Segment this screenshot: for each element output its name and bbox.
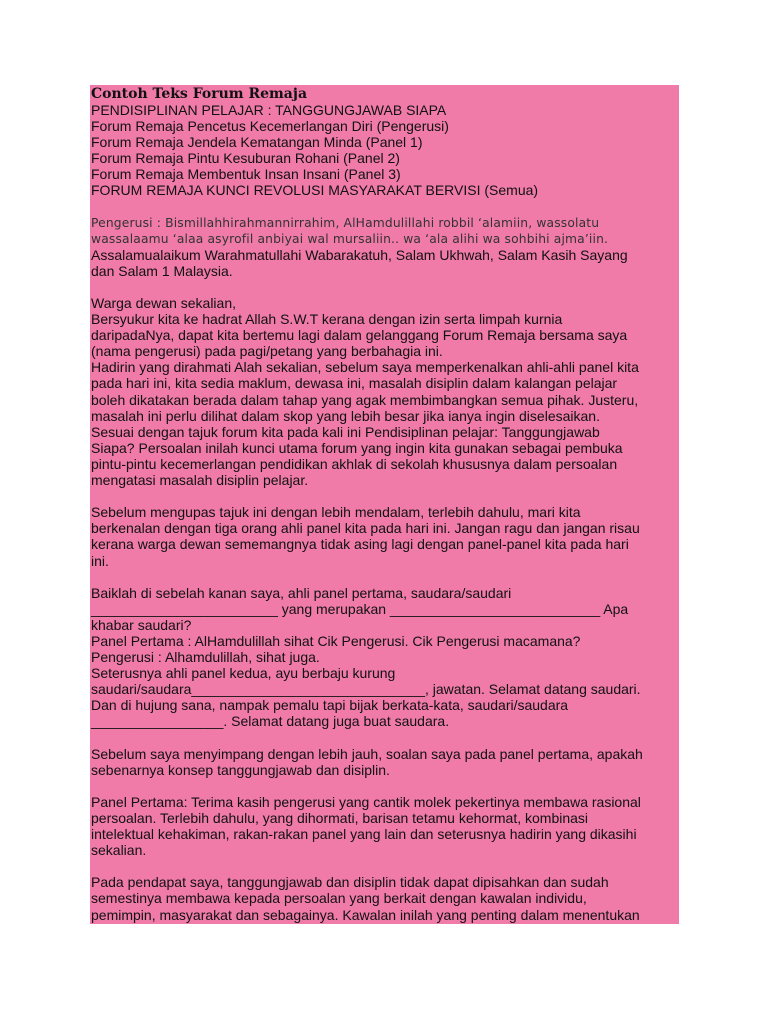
body-text-line: Sesuai dengan tajuk forum kita pada kali ini Pendisiplinan pelajar: Tanggungjawab	[91, 423, 600, 440]
body-text-line: Pengerusi : Bismillahhirahmannirrahim, AlHamdulillahi robbil ‘alamiin, wassolatu	[91, 215, 600, 230]
body-text-line: Assalamualaikum Warahmatullahi Wabarakatuh, Salam Ukhwah, Salam Kasih Sayang	[91, 246, 628, 263]
heading-line: Forum Remaja Jendela Kematangan Minda (Panel 1)	[91, 133, 423, 150]
body-text-line: Sebelum saya menyimpang dengan lebih jauh, soalan saya pada panel pertama, apakah	[91, 745, 643, 762]
body-text-line: semestinya membawa kepada persoalan yang berkait dengan kawalan individu,	[91, 890, 587, 907]
paragraph-gap	[91, 858, 679, 874]
body-text-line: mengatasi masalah disiplin pelajar.	[91, 472, 309, 489]
paragraph-gap	[91, 488, 679, 504]
body-text-line: kerana warga dewan sememangnya tidak asing lagi dengan panel-panel kita pada hari	[91, 536, 629, 553]
heading-line: FORUM REMAJA KUNCI REVOLUSI MASYARAKAT BERVISI (Semua)	[91, 181, 539, 198]
heading-line: Forum Remaja Pencetus Kecemerlangan Diri (Pengerusi)	[91, 117, 449, 134]
body-text-line: Pengerusi : Alhamdulillah, sihat juga.	[91, 649, 320, 666]
paragraph-gap	[91, 730, 679, 746]
body-text-line: Panel Pertama: Terima kasih pengerusi yang cantik molek pekertinya membawa rasional	[91, 793, 641, 810]
body-text-line: masalah ini perlu dilihat dalam skop yang lebih besar jika ianya ingin diselesaikan.	[91, 407, 600, 424]
heading-line: Forum Remaja Pintu Kesuburan Rohani (Panel 2)	[91, 149, 400, 166]
body-text-line: Warga dewan sekalian,	[91, 295, 237, 311]
body-text-line: daripadaNya, dapat kita bertemu lagi dalam gelanggang Forum Remaja bersama saya	[91, 327, 628, 344]
body-text-line: sebenarnya konsep tanggungjawab dan disiplin.	[91, 761, 390, 778]
body-text-line: berkenalan dengan tiga orang ahli panel kita pada hari ini. Jangan ragu dan jangan risau	[91, 520, 640, 537]
body-text-line: (nama pengerusi) pada pagi/petang yang berbahagia ini.	[91, 343, 443, 360]
body-text-line: Pada pendapat saya, tanggungjawab dan disiplin tidak dapat dipisahkan dan sudah	[91, 874, 609, 891]
body-text-line: saudari/saudara______________________________, jawatan. Selamat datang saudari.	[91, 681, 641, 698]
body-text-line: wassalaamu ‘alaa asyrofil anbiyai wal mursaliin.. wa ‘ala alihi wa sohbihi ajma’iin.	[91, 231, 609, 246]
paragraph-gap	[91, 569, 679, 585]
body-text-line: Hadirin yang dirahmati Alah sekalian, sebelum saya memperkenalkan ahli-ahli panel kita	[91, 359, 639, 376]
body-text-line: boleh dikatakan berada dalam tahap yang agak membimbangkan semua pihak. Justeru,	[91, 391, 639, 408]
body-text-line: khabar saudari?	[91, 616, 192, 633]
body-text-line: Dan di hujung sana, nampak pemalu tapi bijak berkata-kata, saudari/saudara	[91, 697, 569, 714]
heading-line: PENDISIPLINAN PELAJAR : TANGGUNGJAWAB SIAPA	[91, 102, 447, 118]
body-text-line: pintu-pintu kecemerlangan pendidikan akhlak di sekolah khususnya dalam persoalan	[91, 455, 618, 472]
heading-line: Forum Remaja Membentuk Insan Insani (Panel 3)	[91, 165, 401, 182]
forum-heading-list	[91, 103, 679, 198]
body-text-line: sekalian.	[91, 842, 147, 859]
body-text-line: Siapa? Persoalan inilah kunci utama forum yang ingin kita gunakan sebagai pembuka	[91, 439, 623, 456]
paragraph-gap	[91, 279, 679, 295]
document-page	[90, 85, 679, 924]
body-text-line: pemimpin, masyarakat dan sebagainya. Kawalan inilah yang penting dalam menentukan	[91, 906, 640, 923]
body-text-line: pada hari ini, kita sedia maklum, dewasa ini, masalah disiplin dalam kalangan pelajar	[91, 375, 618, 392]
body-text-line: Baiklah di sebelah kanan saya, ahli panel pertama, saudara/saudari	[91, 584, 512, 601]
body-text-line: ________________________ yang merupakan ___________________________ Apa	[91, 600, 629, 617]
body-text-line: persoalan. Terlebih dahulu, yang dihormati, barisan tetamu kehormat, kombinasi	[91, 810, 589, 826]
body-text-line: ini.	[91, 552, 109, 569]
paragraph-gap	[91, 778, 679, 794]
paragraph-gap	[91, 198, 679, 214]
body-text-line: intelektual kehakiman, rakan-rakan panel yang lain dan seterusnya hadirin yang dikasihi	[91, 826, 637, 843]
body-text-line: Bersyukur kita ke hadrat Allah S.W.T kerana dengan izin serta limpah kurnia	[91, 311, 563, 328]
document-body	[91, 198, 679, 922]
body-text-line: Panel Pertama : AlHamdulillah sihat Cik Pengerusi. Cik Pengerusi macamana?	[91, 632, 581, 649]
body-text-line: dan Salam 1 Malaysia.	[91, 262, 233, 279]
document-title: Contoh Teks Forum Remaja	[91, 86, 308, 102]
body-text-line: Seterusnya ahli panel kedua, ayu berbaju kurung	[91, 665, 396, 682]
body-text-line: _________________. Selamat datang juga buat saudara.	[91, 713, 450, 730]
body-text-line: Sebelum mengupas tajuk ini dengan lebih mendalam, terlebih dahulu, mari kita	[91, 504, 581, 521]
